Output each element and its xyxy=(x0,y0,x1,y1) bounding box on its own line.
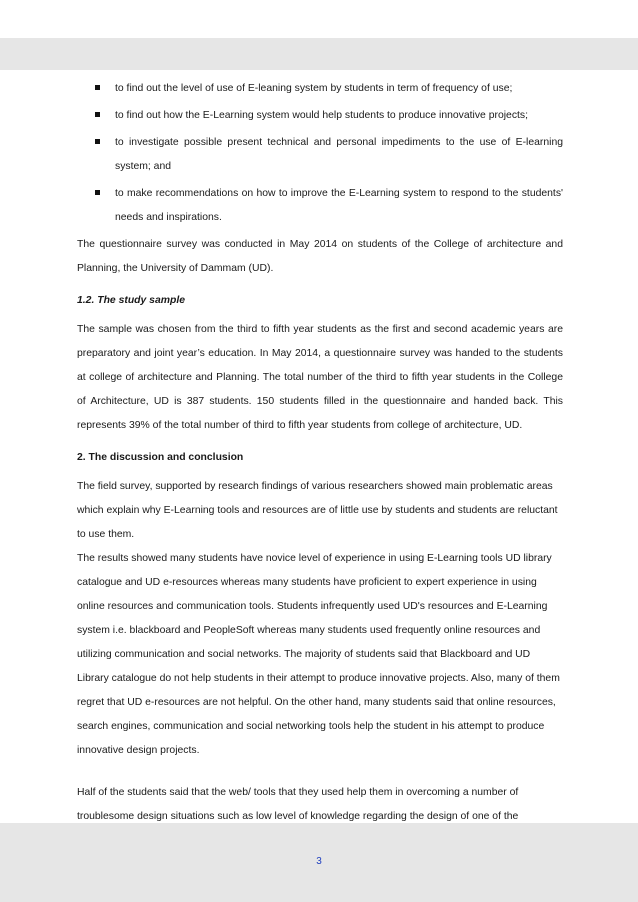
square-bullet-icon xyxy=(95,85,100,90)
study-sample-paragraph: The sample was chosen from the third to fifth year students as the first and second academic years are preparatory and joint year’s education. In May 2014, a questionnaire survey was handed to the students at college of architecture and Planning. The total number of the third to fifth year students in the College of Architecture, UD is 387 students. 150 students filled in the questionnaire and handed back. This represents 39% of the total number of third to fifth year students from college of architecture, UD. xyxy=(77,324,563,431)
section-heading-study-sample: 1.2. The study sample xyxy=(77,295,185,306)
square-bullet-icon xyxy=(95,139,100,144)
list-item xyxy=(77,131,563,179)
list-item-text: to find out how the E-Learning system would help students to produce innovative projects; xyxy=(115,110,528,121)
square-bullet-icon xyxy=(95,112,100,117)
page-number: 3 xyxy=(316,856,322,867)
document-body xyxy=(77,77,563,829)
list-item xyxy=(77,77,563,101)
list-item xyxy=(77,104,563,128)
list-item-text: to make recommendations on how to improve the E-Learning system to respond to the students' needs and inspirations. xyxy=(115,188,563,223)
list-item-text: to investigate possible present technical and personal impediments to the use of E-learning system; and xyxy=(115,137,563,172)
list-item xyxy=(77,182,563,230)
square-bullet-icon xyxy=(95,190,100,195)
header-band xyxy=(0,38,638,70)
paragraph-spacer xyxy=(77,763,563,781)
discussion-paragraph-3: Half of the students said that the web/ tools that they used help them in overcoming a number of troublesome design situations such as low level of knowledge regarding the design of one of the xyxy=(77,787,519,822)
section-heading-discussion: 2. The discussion and conclusion xyxy=(77,452,244,463)
intro-paragraph: The questionnaire survey was conducted in May 2014 on students of the College of architecture and Planning, the University of Dammam (UD). xyxy=(77,239,563,274)
list-item-text: to find out the level of use of E-leaning system by students in term of frequency of use; xyxy=(115,83,513,94)
discussion-paragraph-2: The results showed many students have novice level of experience in using E-Learning tools UD library catalogue and UD e-resources whereas many students have proficient to expert experience in using online resources and communication tools. Students infrequently used UD's resources and E-Learning system i.e. blackboard and PeopleSoft whereas many students used frequently online resources and utilizing communication and social networks. The majority of students said that Blackboard and UD Library catalogue do not help students in their attempt to produce innovative projects. Also, many of them regret that UD e-resources are not helpful. On the other hand, many students said that online resources, search engines, communication and social networking tools help the student in his attempt to produce innovative design projects. xyxy=(77,553,560,756)
discussion-paragraph-1: The field survey, supported by research findings of various researchers showed main problematic areas which explain why E-Learning tools and resources are of little use by students and students are reluctant to use them. xyxy=(77,481,558,540)
objectives-list xyxy=(77,77,563,230)
